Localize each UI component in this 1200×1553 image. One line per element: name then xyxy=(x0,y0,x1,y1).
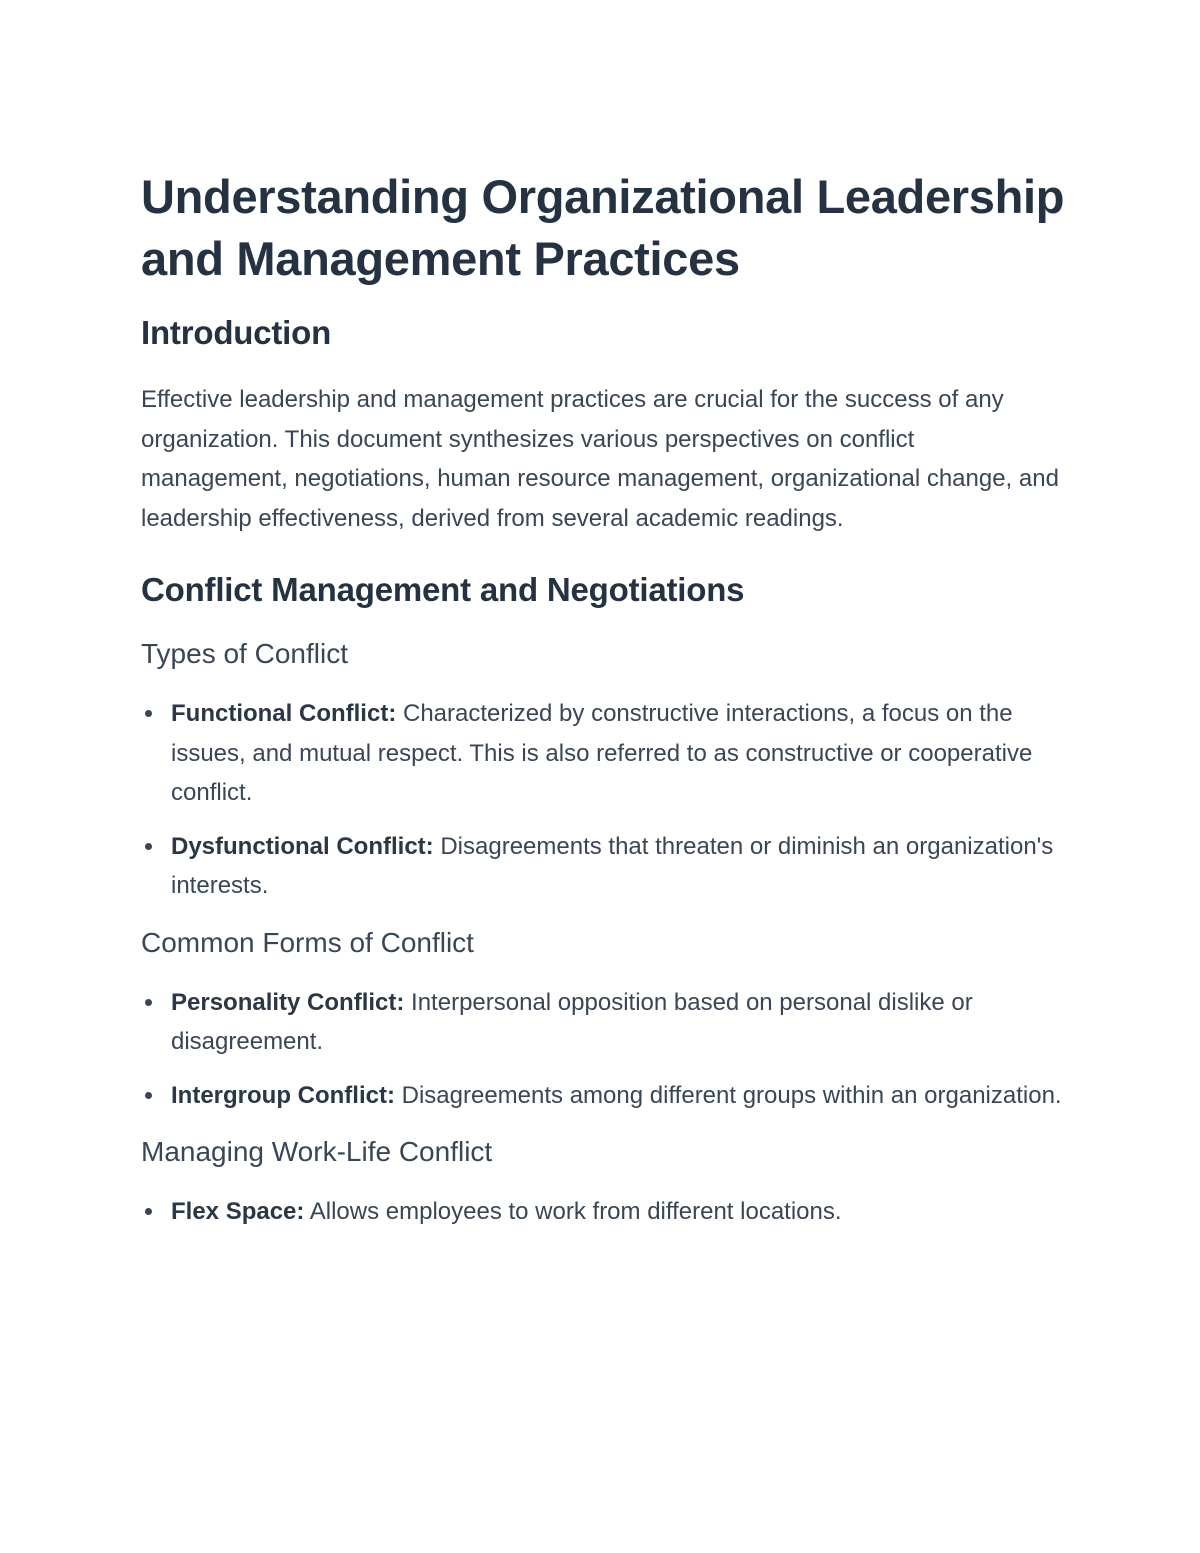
list-item xyxy=(141,1192,1066,1232)
common-forms-list xyxy=(141,983,1066,1116)
list-item xyxy=(141,1076,1066,1116)
list-item xyxy=(141,983,1066,1062)
list-item-term: Functional Conflict: xyxy=(171,700,397,727)
list-item-text: Interpersonal opposition based on personal dislike or disagreement. xyxy=(171,988,973,1055)
work-life-conflict-heading: Managing Work-Life Conflict xyxy=(141,1136,493,1167)
common-forms-heading: Common Forms of Conflict xyxy=(141,926,474,958)
bullet-icon xyxy=(145,999,152,1006)
bullet-icon xyxy=(145,1208,152,1215)
types-of-conflict-list xyxy=(141,694,1066,906)
document-page xyxy=(141,166,1066,1232)
conflict-section-heading: Conflict Management and Negotiations xyxy=(141,571,745,608)
bullet-icon xyxy=(145,710,152,717)
document-title: Understanding Organizational Leadership and Management Practices xyxy=(141,170,1065,285)
bullet-icon xyxy=(145,843,152,850)
list-item xyxy=(141,827,1066,906)
list-item xyxy=(141,694,1066,813)
list-item-text: Characterized by constructive interactions, a focus on the issues, and mutual respect. This is also referred to as constructive or cooperative conflict. xyxy=(171,700,1033,806)
bullet-icon xyxy=(145,1092,152,1099)
types-of-conflict-heading: Types of Conflict xyxy=(141,638,348,669)
list-item-text: Allows employees to work from different locations. xyxy=(304,1198,842,1225)
introduction-paragraph: Effective leadership and management practices are crucial for the success of any organization. This document synthesizes various perspectives on conflict management, negotiations, human resource management, organizational change, and leadership effectiveness, derived from several academic readings. xyxy=(141,386,1059,532)
list-item-text: Disagreements among different groups within an organization. xyxy=(394,1081,1062,1109)
list-item-term: Personality Conflict: xyxy=(171,988,405,1016)
list-item-text: Disagreements that threaten or diminish an organization's interests. xyxy=(171,832,1054,899)
introduction-heading: Introduction xyxy=(141,314,332,351)
list-item-term: Flex Space: xyxy=(171,1198,305,1225)
list-item-term: Intergroup Conflict: xyxy=(171,1081,395,1109)
work-life-conflict-list xyxy=(141,1192,1066,1232)
list-item-term: Dysfunctional Conflict: xyxy=(171,832,434,860)
